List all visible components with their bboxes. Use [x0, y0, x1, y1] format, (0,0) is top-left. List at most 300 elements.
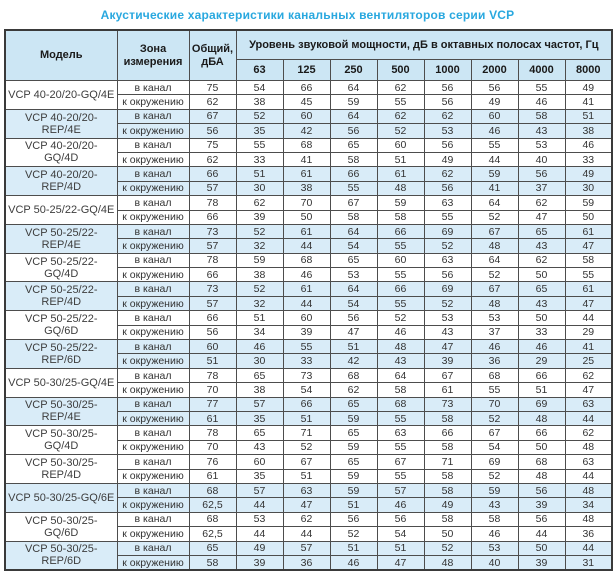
octave-band-value: 68 [471, 368, 518, 382]
total-dba-value: 66 [189, 210, 236, 224]
octave-band-value: 51 [330, 498, 377, 512]
octave-band-value: 62 [424, 167, 471, 181]
col-header-frequency: 8000 [565, 60, 612, 81]
octave-band-value: 47 [283, 498, 330, 512]
zone-label: в канал [117, 282, 189, 296]
table-row [5, 81, 612, 95]
zone-label: в канал [117, 368, 189, 382]
zone-label: к окружению [117, 268, 189, 282]
total-dba-value: 62,5 [189, 498, 236, 512]
octave-band-value: 56 [424, 268, 471, 282]
octave-band-value: 53 [330, 268, 377, 282]
col-header-frequency: 250 [330, 60, 377, 81]
octave-band-value: 38 [283, 181, 330, 195]
octave-band-value: 52 [471, 268, 518, 282]
model-name: VCP 50-30/25-GQ/6E [5, 483, 117, 512]
octave-band-value: 56 [471, 81, 518, 95]
octave-band-value: 46 [471, 340, 518, 354]
col-header-frequency: 1000 [424, 60, 471, 81]
zone-label: к окружению [117, 354, 189, 368]
octave-band-value: 50 [565, 210, 612, 224]
col-header-model: Модель [5, 30, 117, 81]
octave-band-value: 68 [518, 455, 565, 469]
octave-band-value: 46 [377, 498, 424, 512]
octave-band-value: 73 [283, 368, 330, 382]
octave-band-value: 63 [565, 397, 612, 411]
total-dba-value: 70 [189, 440, 236, 454]
table-row [5, 541, 612, 555]
total-dba-value: 66 [189, 311, 236, 325]
octave-band-value: 64 [471, 196, 518, 210]
octave-band-value: 55 [377, 95, 424, 109]
octave-band-value: 58 [377, 383, 424, 397]
total-dba-value: 66 [189, 167, 236, 181]
octave-band-value: 33 [518, 325, 565, 339]
zone-label: к окружению [117, 95, 189, 109]
octave-band-value: 30 [236, 354, 283, 368]
total-dba-value: 66 [189, 268, 236, 282]
octave-band-value: 43 [518, 124, 565, 138]
octave-band-value: 67 [330, 196, 377, 210]
octave-band-value: 46 [283, 268, 330, 282]
model-name: VCP 40-20/20-GQ/4E [5, 81, 117, 110]
octave-band-value: 67 [377, 455, 424, 469]
table-row [5, 224, 612, 238]
octave-band-value: 56 [424, 95, 471, 109]
table-row [5, 397, 612, 411]
col-header-frequency: 2000 [471, 60, 518, 81]
octave-band-value: 32 [236, 239, 283, 253]
octave-band-value: 55 [471, 383, 518, 397]
octave-band-value: 46 [518, 340, 565, 354]
table-row [5, 196, 612, 210]
octave-band-value: 46 [518, 95, 565, 109]
octave-band-value: 63 [424, 253, 471, 267]
octave-band-value: 31 [565, 555, 612, 570]
octave-band-value: 55 [377, 296, 424, 310]
octave-band-value: 55 [377, 239, 424, 253]
octave-band-value: 69 [424, 224, 471, 238]
octave-band-value: 49 [236, 541, 283, 555]
octave-band-value: 59 [236, 253, 283, 267]
octave-band-value: 68 [283, 138, 330, 152]
octave-band-value: 55 [518, 81, 565, 95]
total-dba-value: 57 [189, 239, 236, 253]
octave-band-value: 48 [424, 555, 471, 570]
total-dba-value: 51 [189, 354, 236, 368]
octave-band-value: 43 [424, 325, 471, 339]
octave-band-value: 51 [283, 411, 330, 425]
total-dba-value: 58 [189, 555, 236, 570]
octave-band-value: 61 [283, 167, 330, 181]
octave-band-value: 50 [518, 311, 565, 325]
octave-band-value: 51 [330, 340, 377, 354]
total-dba-value: 61 [189, 469, 236, 483]
zone-label: в канал [117, 483, 189, 497]
octave-band-value: 44 [236, 498, 283, 512]
octave-band-value: 41 [565, 95, 612, 109]
zone-label: к окружению [117, 181, 189, 195]
octave-band-value: 65 [330, 426, 377, 440]
octave-band-value: 61 [565, 282, 612, 296]
octave-band-value: 62 [518, 196, 565, 210]
octave-band-value: 51 [236, 311, 283, 325]
octave-band-value: 59 [330, 440, 377, 454]
octave-band-value: 73 [424, 397, 471, 411]
octave-band-value: 52 [424, 296, 471, 310]
octave-band-value: 56 [377, 512, 424, 526]
octave-band-value: 53 [236, 512, 283, 526]
octave-band-value: 44 [283, 239, 330, 253]
octave-band-value: 48 [565, 440, 612, 454]
total-dba-value: 62,5 [189, 527, 236, 541]
octave-band-value: 46 [377, 325, 424, 339]
octave-band-value: 51 [236, 167, 283, 181]
octave-band-value: 49 [471, 95, 518, 109]
octave-band-value: 60 [377, 138, 424, 152]
octave-band-value: 39 [424, 354, 471, 368]
octave-band-value: 56 [518, 512, 565, 526]
octave-band-value: 58 [424, 469, 471, 483]
zone-label: к окружению [117, 498, 189, 512]
octave-band-value: 32 [236, 296, 283, 310]
zone-label: к окружению [117, 527, 189, 541]
octave-band-value: 52 [471, 411, 518, 425]
octave-band-value: 66 [377, 224, 424, 238]
octave-band-value: 47 [377, 555, 424, 570]
octave-band-value: 56 [330, 124, 377, 138]
octave-band-value: 33 [236, 152, 283, 166]
total-dba-value: 56 [189, 124, 236, 138]
col-header-zone: Зона измерения [117, 30, 189, 81]
zone-label: к окружению [117, 239, 189, 253]
octave-band-value: 69 [424, 282, 471, 296]
octave-band-value: 66 [518, 426, 565, 440]
octave-band-value: 38 [236, 383, 283, 397]
total-dba-value: 76 [189, 455, 236, 469]
octave-band-value: 36 [565, 527, 612, 541]
model-name: VCP 50-25/22-REP/4D [5, 282, 117, 311]
octave-band-value: 55 [377, 469, 424, 483]
octave-band-value: 49 [565, 81, 612, 95]
zone-label: к окружению [117, 383, 189, 397]
total-dba-value: 60 [189, 340, 236, 354]
total-dba-value: 56 [189, 325, 236, 339]
model-name: VCP 50-25/22-REP/6D [5, 340, 117, 369]
octave-band-value: 65 [330, 138, 377, 152]
octave-band-value: 55 [471, 138, 518, 152]
octave-band-value: 35 [236, 469, 283, 483]
octave-band-value: 44 [565, 541, 612, 555]
octave-band-value: 33 [283, 354, 330, 368]
octave-band-value: 66 [424, 426, 471, 440]
octave-band-value: 59 [565, 196, 612, 210]
octave-band-value: 57 [236, 397, 283, 411]
octave-band-value: 58 [424, 512, 471, 526]
octave-band-value: 67 [471, 426, 518, 440]
octave-band-value: 46 [471, 527, 518, 541]
octave-band-value: 30 [565, 181, 612, 195]
octave-band-value: 51 [377, 152, 424, 166]
table-row [5, 253, 612, 267]
total-dba-value: 61 [189, 411, 236, 425]
model-name: VCP 50-30/25-GQ/4D [5, 426, 117, 455]
octave-band-value: 58 [471, 512, 518, 526]
zone-label: в канал [117, 109, 189, 123]
octave-band-value: 39 [236, 555, 283, 570]
octave-band-value: 68 [283, 253, 330, 267]
table-row [5, 512, 612, 526]
octave-band-value: 50 [424, 527, 471, 541]
zone-label: к окружению [117, 210, 189, 224]
octave-band-value: 29 [565, 325, 612, 339]
octave-band-value: 29 [518, 354, 565, 368]
octave-band-value: 64 [471, 253, 518, 267]
octave-band-value: 65 [330, 253, 377, 267]
octave-band-value: 39 [518, 555, 565, 570]
zone-label: в канал [117, 81, 189, 95]
octave-band-value: 62 [565, 426, 612, 440]
octave-band-value: 50 [518, 268, 565, 282]
octave-band-value: 54 [236, 81, 283, 95]
octave-band-value: 62 [330, 383, 377, 397]
octave-band-value: 44 [471, 152, 518, 166]
octave-band-value: 53 [471, 311, 518, 325]
zone-label: к окружению [117, 555, 189, 570]
octave-band-value: 56 [424, 81, 471, 95]
octave-band-value: 40 [471, 555, 518, 570]
octave-band-value: 65 [330, 397, 377, 411]
octave-band-value: 62 [377, 109, 424, 123]
octave-band-value: 48 [471, 239, 518, 253]
col-header-frequency: 125 [283, 60, 330, 81]
octave-band-value: 56 [518, 483, 565, 497]
octave-band-value: 54 [377, 527, 424, 541]
octave-band-value: 54 [471, 440, 518, 454]
zone-label: в канал [117, 196, 189, 210]
octave-band-value: 51 [283, 469, 330, 483]
octave-band-value: 61 [377, 167, 424, 181]
acoustic-characteristics-table [4, 29, 613, 571]
model-name: VCP 50-25/22-REP/4E [5, 224, 117, 253]
octave-band-value: 53 [471, 541, 518, 555]
octave-band-value: 35 [236, 411, 283, 425]
octave-band-value: 55 [377, 268, 424, 282]
col-header-frequency: 63 [236, 60, 283, 81]
octave-band-value: 62 [236, 196, 283, 210]
table-row [5, 138, 612, 152]
zone-label: к окружению [117, 440, 189, 454]
total-dba-value: 62 [189, 152, 236, 166]
octave-band-value: 61 [565, 224, 612, 238]
octave-band-value: 51 [330, 541, 377, 555]
octave-band-value: 57 [377, 483, 424, 497]
octave-band-value: 52 [236, 109, 283, 123]
zone-label: в канал [117, 512, 189, 526]
octave-band-value: 56 [330, 512, 377, 526]
model-name: VCP 50-25/22-GQ/4D [5, 253, 117, 282]
octave-band-value: 60 [283, 109, 330, 123]
zone-label: в канал [117, 397, 189, 411]
octave-band-value: 38 [565, 124, 612, 138]
octave-band-value: 36 [471, 354, 518, 368]
octave-band-value: 56 [424, 138, 471, 152]
octave-band-value: 35 [236, 124, 283, 138]
octave-band-value: 67 [283, 455, 330, 469]
octave-band-value: 63 [565, 455, 612, 469]
octave-band-value: 58 [330, 210, 377, 224]
octave-band-value: 59 [330, 95, 377, 109]
octave-band-value: 34 [565, 498, 612, 512]
octave-band-value: 40 [518, 152, 565, 166]
octave-band-value: 60 [283, 311, 330, 325]
octave-band-value: 48 [377, 181, 424, 195]
model-name: VCP 50-30/25-REP/4E [5, 397, 117, 426]
octave-band-value: 39 [283, 325, 330, 339]
octave-band-value: 65 [236, 368, 283, 382]
octave-band-value: 66 [283, 81, 330, 95]
octave-band-value: 62 [283, 512, 330, 526]
octave-band-value: 64 [330, 81, 377, 95]
zone-label: в канал [117, 340, 189, 354]
zone-label: к окружению [117, 325, 189, 339]
octave-band-value: 50 [283, 210, 330, 224]
octave-band-value: 64 [330, 282, 377, 296]
octave-band-value: 63 [283, 483, 330, 497]
total-dba-value: 73 [189, 224, 236, 238]
zone-label: к окружению [117, 296, 189, 310]
octave-band-value: 47 [565, 383, 612, 397]
zone-label: в канал [117, 253, 189, 267]
octave-band-value: 47 [424, 340, 471, 354]
octave-band-value: 54 [283, 383, 330, 397]
octave-band-value: 53 [424, 124, 471, 138]
octave-band-value: 59 [330, 411, 377, 425]
page-title: Акустические характеристики канальных вентиляторов серии VCP [100, 8, 515, 22]
total-dba-value: 67 [189, 109, 236, 123]
octave-band-value: 48 [471, 296, 518, 310]
total-dba-value: 75 [189, 138, 236, 152]
octave-band-value: 62 [565, 368, 612, 382]
octave-band-value: 42 [283, 124, 330, 138]
octave-band-value: 60 [236, 455, 283, 469]
total-dba-value: 77 [189, 397, 236, 411]
octave-band-value: 44 [565, 311, 612, 325]
octave-band-value: 62 [518, 253, 565, 267]
model-name: VCP 40-20/20-REP/4E [5, 109, 117, 138]
octave-band-value: 59 [471, 167, 518, 181]
table-row [5, 455, 612, 469]
octave-band-value: 53 [518, 138, 565, 152]
octave-band-value: 60 [377, 253, 424, 267]
total-dba-value: 68 [189, 512, 236, 526]
octave-band-value: 68 [377, 397, 424, 411]
table-row [5, 483, 612, 497]
octave-band-value: 44 [565, 469, 612, 483]
octave-band-value: 64 [330, 224, 377, 238]
zone-label: к окружению [117, 152, 189, 166]
octave-band-value: 62 [377, 81, 424, 95]
octave-band-value: 62 [424, 109, 471, 123]
col-header-octave-bands: Уровень звуковой мощности, дБ в октавных полосах частот, Гц [236, 30, 612, 60]
octave-band-value: 43 [377, 354, 424, 368]
octave-band-value: 59 [377, 196, 424, 210]
table-row [5, 109, 612, 123]
octave-band-value: 61 [283, 282, 330, 296]
octave-band-value: 67 [471, 224, 518, 238]
octave-band-value: 47 [565, 296, 612, 310]
octave-band-value: 56 [518, 167, 565, 181]
octave-band-value: 52 [236, 224, 283, 238]
octave-band-value: 43 [518, 296, 565, 310]
octave-band-value: 58 [518, 109, 565, 123]
octave-band-value: 60 [471, 109, 518, 123]
octave-band-value: 39 [518, 498, 565, 512]
octave-band-value: 52 [377, 124, 424, 138]
octave-band-value: 61 [283, 224, 330, 238]
octave-band-value: 57 [283, 541, 330, 555]
octave-band-value: 66 [330, 167, 377, 181]
octave-band-value: 30 [236, 181, 283, 195]
octave-band-value: 25 [565, 354, 612, 368]
table-row [5, 311, 612, 325]
octave-band-value: 43 [471, 498, 518, 512]
octave-band-value: 52 [330, 527, 377, 541]
octave-band-value: 34 [236, 325, 283, 339]
table-row [5, 282, 612, 296]
octave-band-value: 52 [283, 440, 330, 454]
octave-band-value: 66 [518, 368, 565, 382]
octave-band-value: 64 [330, 109, 377, 123]
octave-band-value: 70 [283, 196, 330, 210]
total-dba-value: 78 [189, 368, 236, 382]
table-row [5, 340, 612, 354]
octave-band-value: 48 [377, 340, 424, 354]
total-dba-value: 78 [189, 426, 236, 440]
octave-band-value: 49 [424, 498, 471, 512]
octave-band-value: 44 [283, 527, 330, 541]
zone-label: в канал [117, 541, 189, 555]
octave-band-value: 52 [377, 311, 424, 325]
total-dba-value: 73 [189, 282, 236, 296]
zone-label: в канал [117, 455, 189, 469]
zone-label: в канал [117, 426, 189, 440]
total-dba-value: 57 [189, 296, 236, 310]
octave-band-value: 55 [565, 268, 612, 282]
model-name: VCP 40-20/20-REP/4D [5, 167, 117, 196]
octave-band-value: 52 [424, 541, 471, 555]
octave-band-value: 58 [424, 483, 471, 497]
octave-band-value: 54 [330, 239, 377, 253]
zone-label: в канал [117, 167, 189, 181]
model-name: VCP 50-30/25-GQ/6D [5, 512, 117, 541]
zone-label: в канал [117, 224, 189, 238]
octave-band-value: 44 [236, 527, 283, 541]
octave-band-value: 51 [518, 383, 565, 397]
octave-band-value: 33 [565, 152, 612, 166]
zone-label: к окружению [117, 124, 189, 138]
table-row [5, 167, 612, 181]
octave-band-value: 51 [377, 541, 424, 555]
col-header-total-dba: Общий, дБА [189, 30, 236, 81]
octave-band-value: 48 [518, 469, 565, 483]
octave-band-value: 55 [377, 411, 424, 425]
octave-band-value: 48 [565, 483, 612, 497]
octave-band-value: 53 [424, 311, 471, 325]
octave-band-value: 59 [471, 483, 518, 497]
total-dba-value: 68 [189, 483, 236, 497]
octave-band-value: 38 [236, 95, 283, 109]
